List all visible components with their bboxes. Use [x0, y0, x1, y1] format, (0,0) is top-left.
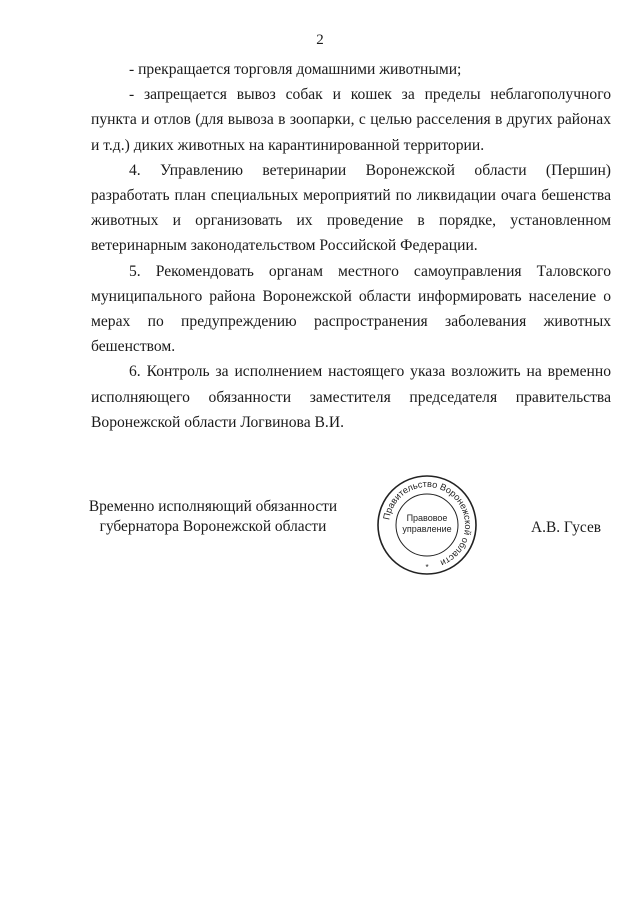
page-number: 2 — [316, 32, 324, 48]
paragraph-trade-ban: - прекращается торговля домашними животными; — [129, 61, 462, 78]
seal-center-line2: управление — [402, 524, 452, 534]
paragraph-item-5: 5. Рекомендовать органам местного самоуправления Таловского муниципального района Воронежской области информировать население о мерах по предупреждению распространения заболевания животных бешенством. — [91, 262, 611, 356]
seal-center-line1: Правовое — [406, 513, 448, 523]
seal-ring-text: Правительство Воронежской области — [381, 478, 474, 569]
paragraph-item-6: 6. Контроль за исполнением настоящего указа возложить на временно исполняющего обязанности заместителя председателя правительства Воронежской области Логвинова В.И. — [91, 363, 611, 431]
signatory-name: А.В. Гусев — [531, 519, 602, 536]
paragraph-export-ban: - запрещается вывоз собак и кошек за пределы неблагополучного пункта и отлов (для вывоза в зоопарки, с целью расселения в других районах и т.д.) диких животных на карантинированной территории. — [91, 86, 611, 154]
seal-star-icon: * — [425, 563, 429, 572]
official-seal-stamp — [375, 473, 479, 577]
document-body — [91, 57, 611, 435]
paragraph-item-4: 4. Управлению ветеринарии Воронежской области (Першин) разработать план специальных мероприятий по ликвидации очага бешенства животных и организовать их проведение в порядке, установленном ветеринарным законодательством Российской Федерации. — [91, 161, 611, 255]
signatory-title-line1: Временно исполняющий обязанности — [88, 498, 338, 515]
signatory-title-line2: губернатора Воронежской области — [99, 518, 327, 535]
signatory-title — [88, 497, 338, 537]
